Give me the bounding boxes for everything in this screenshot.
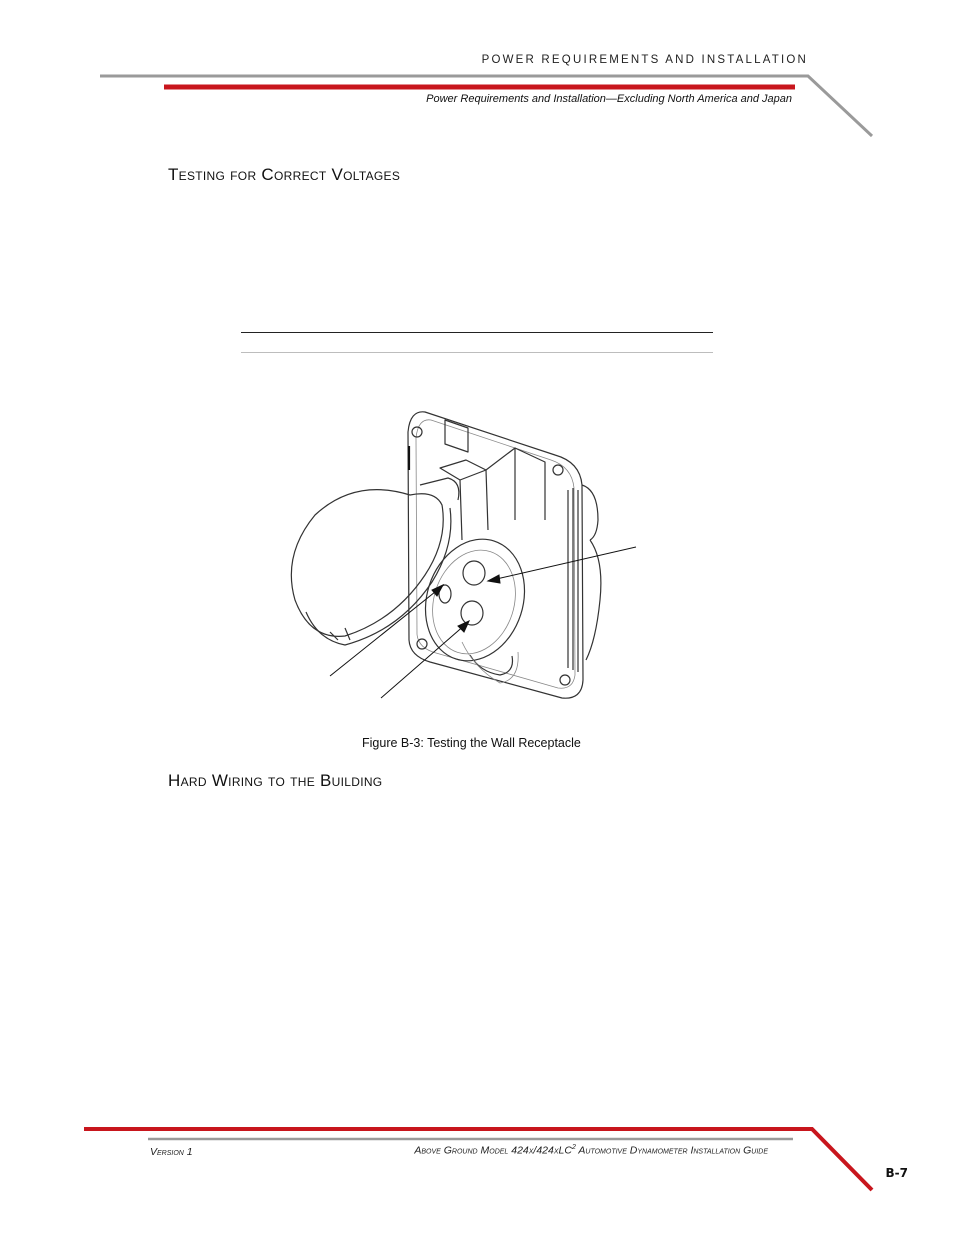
- table-rule-top: [241, 332, 713, 333]
- section-heading-wiring: Hard Wiring to the Building: [168, 771, 383, 790]
- footer-title-superscript: 2: [571, 1144, 576, 1151]
- footer-version: Version 1: [150, 1146, 193, 1158]
- header-rules: [0, 0, 954, 150]
- figure-caption: Figure B-3: Testing the Wall Receptacle: [362, 736, 581, 750]
- section-heading-testing: Testing for Correct Voltages: [168, 165, 401, 184]
- wall-receptacle-illustration: [280, 405, 650, 715]
- page-number: B-7: [885, 1166, 908, 1180]
- footer-document-title: [330, 1144, 768, 1157]
- footer-title-prefix: Above Ground Model 424x/424xLC: [414, 1144, 572, 1157]
- running-subheader: Power Requirements and Installation—Excluding North America and Japan: [426, 93, 792, 105]
- footer-title-suffix: Automotive Dynamometer Installation Guide: [575, 1144, 768, 1157]
- table-rule-bottom: [241, 352, 713, 353]
- running-header: POWER REQUIREMENTS AND INSTALLATION: [481, 54, 808, 66]
